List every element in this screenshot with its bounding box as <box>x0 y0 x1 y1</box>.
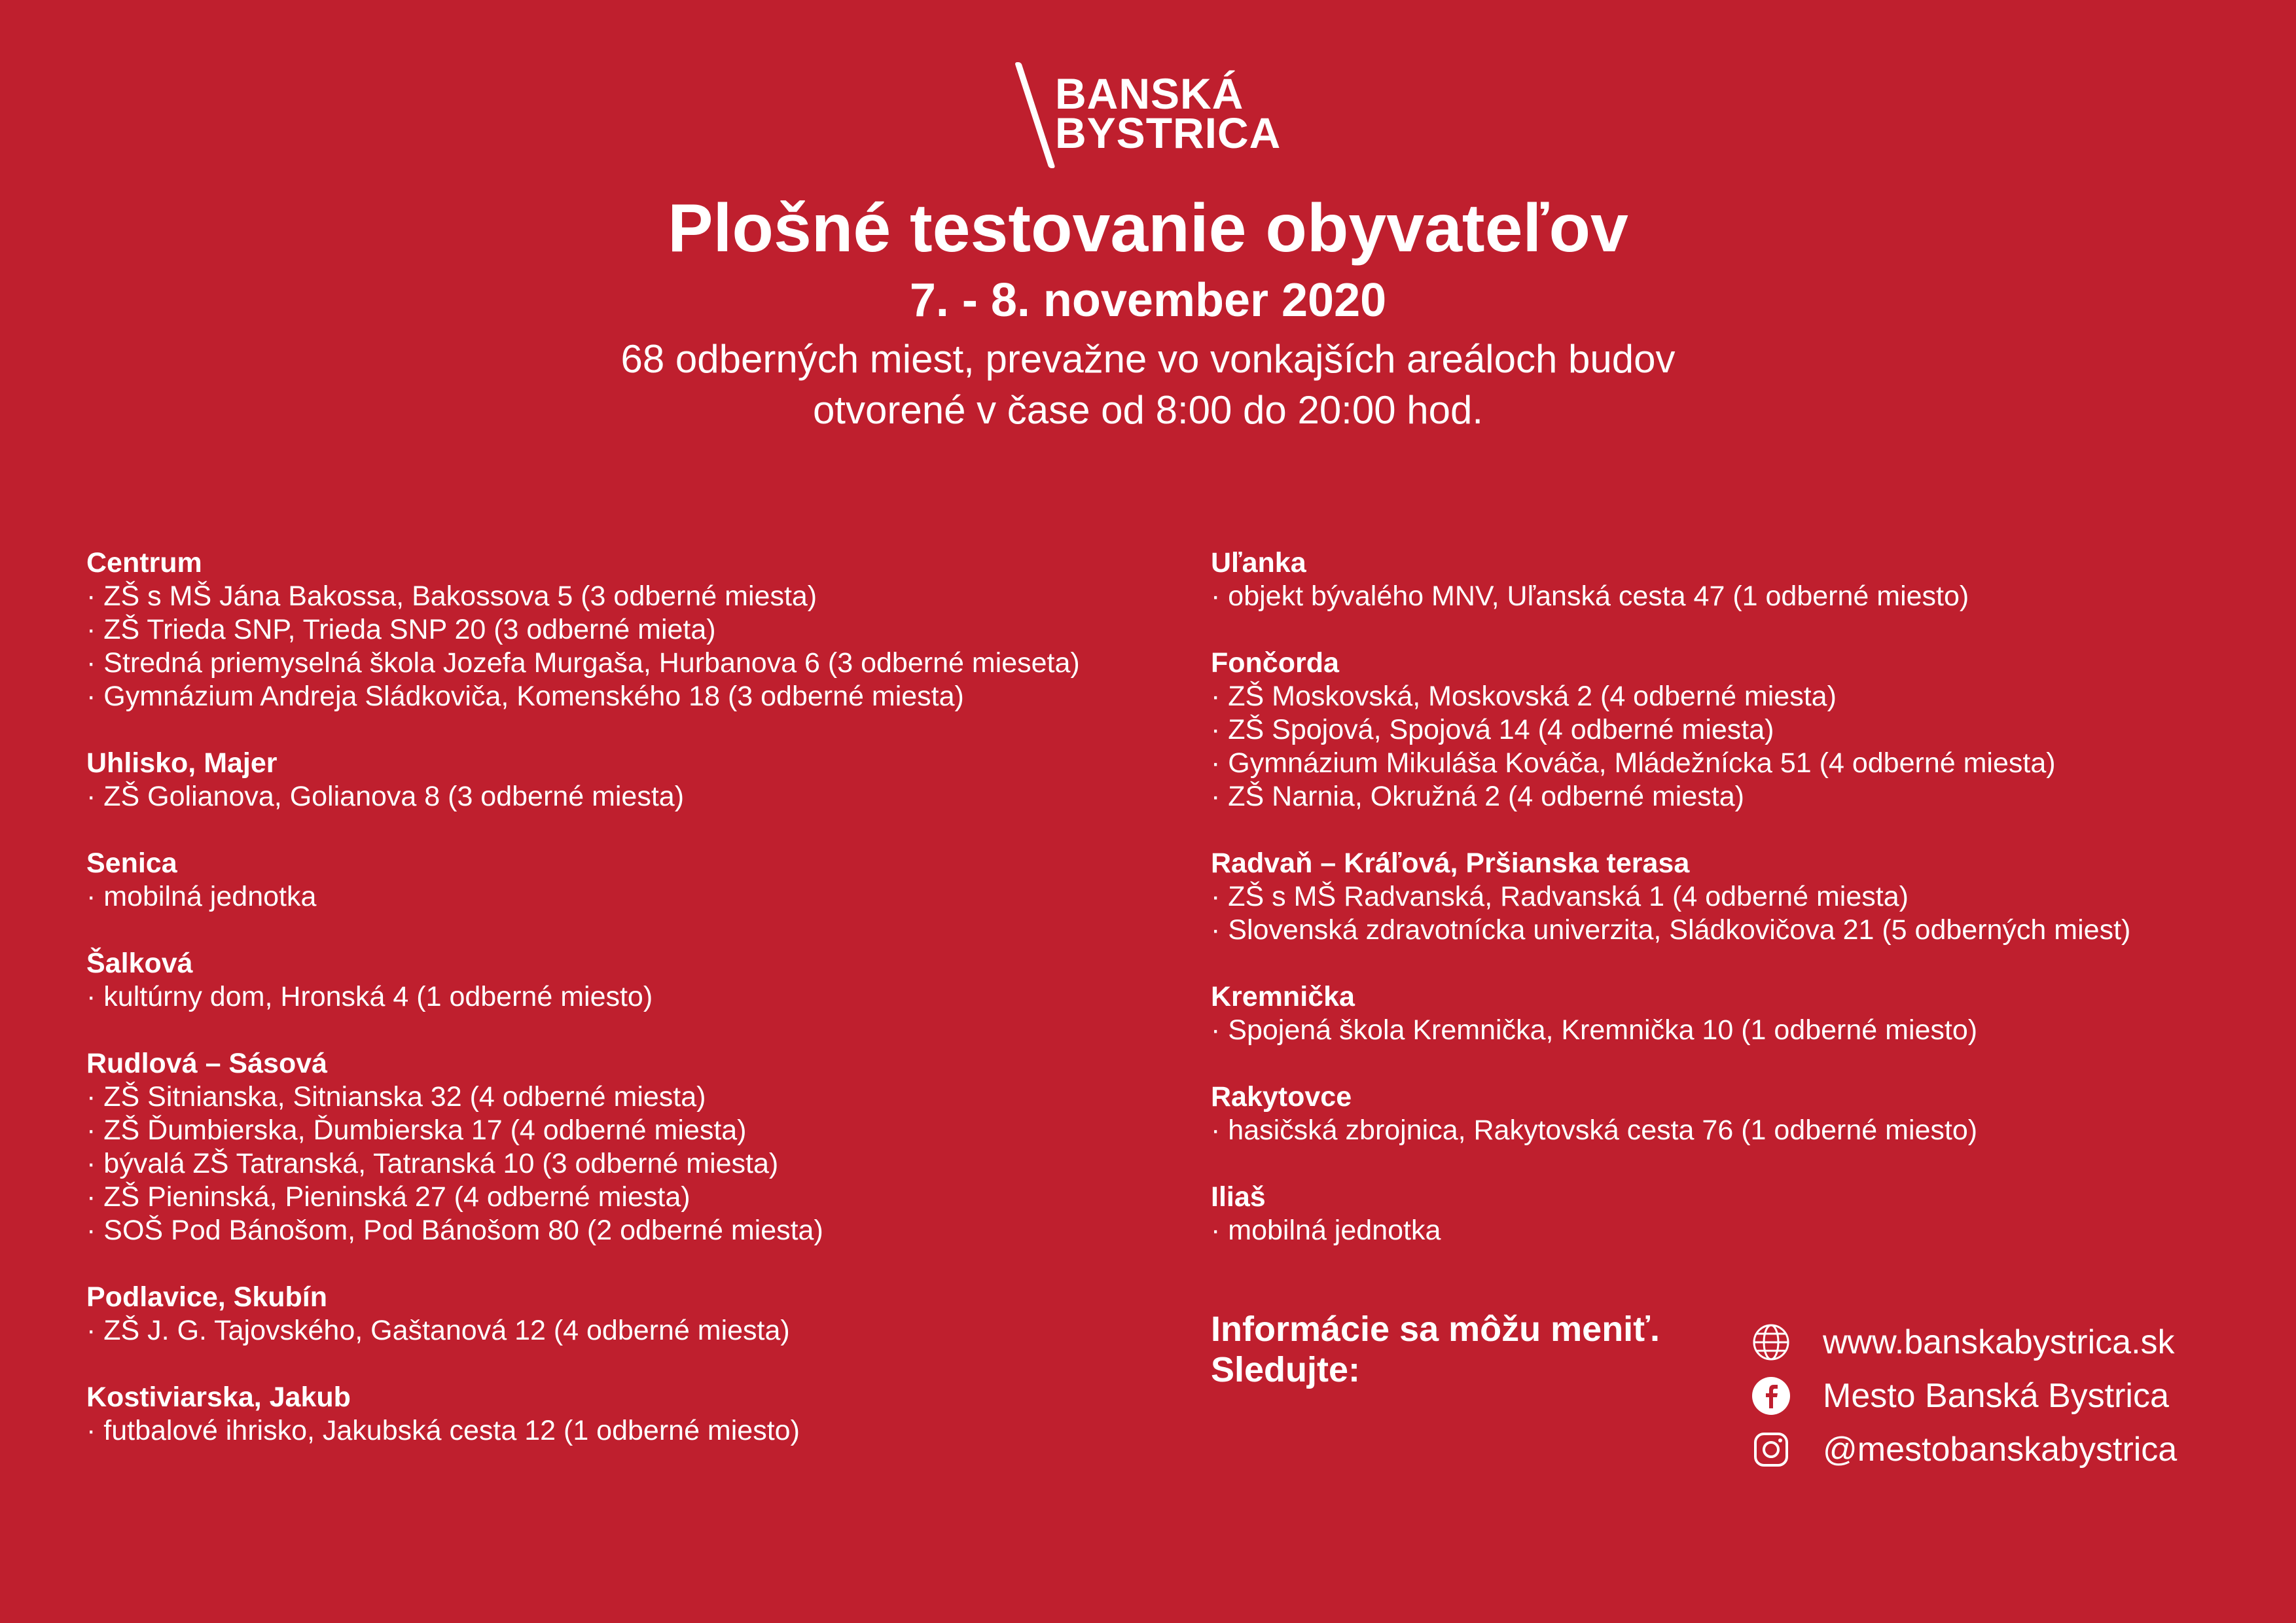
globe-icon <box>1751 1322 1791 1363</box>
location-section <box>1211 847 2258 947</box>
event-date: 7. - 8. november 2020 <box>909 274 1387 327</box>
location-section <box>1211 546 2258 613</box>
facebook-icon <box>1751 1376 1791 1416</box>
instagram-icon <box>1751 1429 1791 1470</box>
location-section <box>86 947 1186 1014</box>
location-item: · bývalá ZŠ Tatranská, Tatranská 10 (3 odberné miesta) <box>86 1147 1186 1181</box>
location-item: · ZŠ s MŠ Radvanská, Radvanská 1 (4 odberné miesta) <box>1211 880 2258 914</box>
location-section <box>1211 647 2258 813</box>
section-heading: Radvaň – Kráľová, Pršianska terasa <box>1211 847 1690 879</box>
location-section <box>86 1381 1186 1448</box>
location-item: · Slovenská zdravotnícka univerzita, Sládkovičova 21 (5 odberných miest) <box>1211 914 2258 947</box>
locations-right-column <box>1211 546 2258 1281</box>
location-item: · ZŠ Moskovská, Moskovská 2 (4 odberné miesta) <box>1211 680 2258 713</box>
section-heading: Podlavice, Skubín <box>86 1281 327 1313</box>
logo-text <box>1055 69 1282 157</box>
section-heading: Rakytovce <box>1211 1081 1352 1113</box>
facebook-text: Mesto Banská Bystrica <box>1823 1377 2169 1415</box>
location-item: · mobilná jednotka <box>1211 1214 2258 1247</box>
subtitle-line-1: 68 odberných miest, prevažne vo vonkajších areáloch budov <box>620 337 1676 381</box>
location-section <box>86 1047 1186 1247</box>
location-item: · ZŠ Pieninská, Pieninská 27 (4 odberné miesta) <box>86 1181 1186 1214</box>
location-item: · mobilná jednotka <box>86 880 1186 914</box>
logo-line-1: BANSKÁ <box>1055 69 1244 118</box>
location-item: · Stredná priemyselná škola Jozefa Murgaša, Hurbanova 6 (3 odberné mieseta) <box>86 647 1186 680</box>
location-item: · Gymnázium Andreja Sládkoviča, Komenského 18 (3 odberné miesta) <box>86 680 1186 713</box>
instagram-text: @mestobanskabystrica <box>1823 1431 2178 1469</box>
section-heading: Kostiviarska, Jakub <box>86 1382 351 1413</box>
facebook-link[interactable] <box>1751 1369 2177 1423</box>
location-item: · ZŠ Narnia, Okružná 2 (4 odberné miesta) <box>1211 780 2258 813</box>
location-section <box>86 847 1186 914</box>
section-heading: Uľanka <box>1211 547 1306 579</box>
location-item: · ZŠ Golianova, Golianova 8 (3 odberné miesta) <box>86 780 1186 813</box>
location-item: · futbalové ihrisko, Jakubská cesta 12 (1 odberné miesto) <box>86 1414 1186 1448</box>
info-line-1: Informácie sa môžu meniť. <box>1211 1310 1660 1349</box>
instagram-link[interactable] <box>1751 1423 2177 1476</box>
page-title: Plošné testovanie obyvateľov <box>668 190 1628 266</box>
city-logo <box>1008 62 1309 173</box>
section-heading: Uhlisko, Majer <box>86 747 278 779</box>
location-item: · objekt bývalého MNV, Uľanská cesta 47 (1 odberné miesto) <box>1211 580 2258 613</box>
section-heading: Šalková <box>86 948 193 979</box>
location-item: · Gymnázium Mikuláša Kováča, Mládežnícka 51 (4 odberné miesta) <box>1211 747 2258 780</box>
locations-left-column <box>86 546 1186 1481</box>
section-heading: Rudlová – Sásová <box>86 1048 328 1079</box>
location-section <box>86 546 1186 713</box>
info-line-2: Sledujte: <box>1211 1350 1361 1389</box>
info-notice <box>1211 1309 1660 1390</box>
location-item: · SOŠ Pod Bánošom, Pod Bánošom 80 (2 odberné miesta) <box>86 1214 1186 1247</box>
section-heading: Iliaš <box>1211 1181 1266 1213</box>
location-item: · ZŠ Trieda SNP, Trieda SNP 20 (3 odberné mieta) <box>86 613 1186 647</box>
location-section <box>86 747 1186 813</box>
location-section <box>1211 1080 2258 1147</box>
section-heading: Fončorda <box>1211 647 1339 679</box>
logo-line-2: BYSTRICA <box>1055 109 1282 157</box>
logo-slash <box>1014 62 1056 168</box>
website-text: www.banskabystrica.sk <box>1823 1323 2175 1361</box>
location-item: · ZŠ Sitnianska, Sitnianska 32 (4 odberné miesta) <box>86 1080 1186 1114</box>
section-heading: Senica <box>86 847 177 879</box>
location-item: · ZŠ J. G. Tajovského, Gaštanová 12 (4 odberné miesta) <box>86 1314 1186 1347</box>
event-subtitle <box>0 334 2296 436</box>
section-heading: Centrum <box>86 547 202 579</box>
section-heading: Kremnička <box>1211 981 1355 1012</box>
location-item: · hasičská zbrojnica, Rakytovská cesta 76 (1 odberné miesto) <box>1211 1114 2258 1147</box>
location-item: · ZŠ Ďumbierska, Ďumbierska 17 (4 odberné miesta) <box>86 1114 1186 1147</box>
location-section <box>86 1281 1186 1347</box>
location-item: · Spojená škola Kremnička, Kremnička 10 (1 odberné miesto) <box>1211 1014 2258 1047</box>
location-item: · ZŠ s MŠ Jána Bakossa, Bakossova 5 (3 odberné miesta) <box>86 580 1186 613</box>
subtitle-line-2: otvorené v čase od 8:00 do 20:00 hod. <box>812 388 1484 432</box>
location-section <box>1211 1181 2258 1247</box>
location-section <box>1211 980 2258 1047</box>
location-item: · ZŠ Spojová, Spojová 14 (4 odberné miesta) <box>1211 713 2258 747</box>
location-item: · kultúrny dom, Hronská 4 (1 odberné miesto) <box>86 980 1186 1014</box>
contact-list <box>1751 1315 2177 1476</box>
website-link[interactable] <box>1751 1315 2177 1369</box>
